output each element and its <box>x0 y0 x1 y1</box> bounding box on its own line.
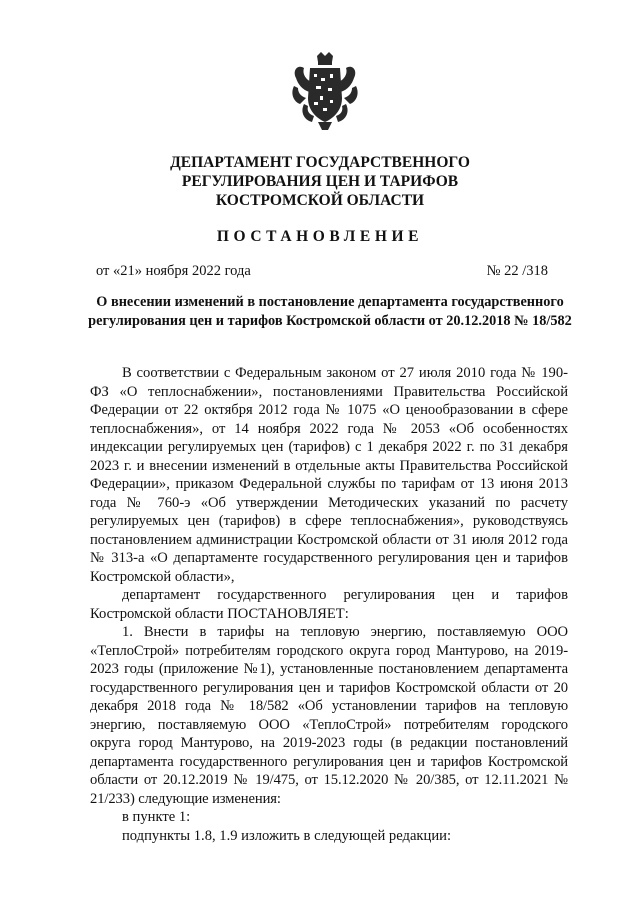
subject-line1: О внесении изменений в постановление департамента государственного <box>96 294 564 310</box>
coat-of-arms-emblem <box>290 52 360 132</box>
document-type-title: ПОСТАНОВЛЕНИЕ <box>216 228 424 245</box>
body-paragraph-subpoints: подпункты 1.8, 1.9 изложить в следующей редакции: <box>122 827 451 844</box>
document-body <box>90 364 568 845</box>
department-name-line2: РЕГУЛИРОВАНИЯ ЦЕН И ТАРИФОВ <box>181 173 459 190</box>
department-name <box>0 153 640 210</box>
body-paragraph-preamble: В соответствии с Федеральным законом от 27 июля 2010 года № 190-ФЗ «О теплоснабжении», постановлениями Правительства Российской Федерации от 22 октября 2012 года № 1075 «О ценообразовании в сфере теплоснабжения», от 14 ноября 2022 года № 2053 «Об особенностях индексации регулируемых цен (тарифов) с 1 декабря 2022 г. по 31 декабря 2023 г. и внесении изменений в отдельные акты Правительства Российской Федерации», приказом Федеральной службы по тарифам от 13 июня 2013 года № 760-э «Об утверждении Методических указаний по расчету регулируемых цен (тарифов) в сфере теплоснабжения», руководствуясь постановлением администрации Костромской области от 31 июля 2012 года № 313-а «О департаменте государственного регулирования цен и тарифов Костромской области», <box>90 365 568 585</box>
department-name-line1: ДЕПАРТАМЕНТ ГОСУДАРСТВЕННОГО <box>170 154 470 171</box>
subject-line2: регулирования цен и тарифов Костромской области от 20.12.2018 № 18/582 <box>88 313 572 329</box>
body-paragraph-item1: 1. Внести в тарифы на тепловую энергию, поставляемую ООО «ТеплоСтрой» потребителям городского округа город Мантурово, на 2019-2023 годы (приложение №1), установленные постановлением департамента государственного регулирования цен и тарифов Костромской области от 20 декабря 2018 года № 18/582 «Об установлении тарифов на тепловую энергию, поставляемую ООО «ТеплоСтрой» потребителям городского округа город Мантурово, на 2019-2023 годы (в редакции постановлений департамента государственного регулирования цен и тарифов Костромской области от 20.12.2019 № 19/475, от 15.12.2020 № 20/385, от 12.11.2021 № 21/233) следующие изменения: <box>90 624 568 807</box>
body-paragraph-resolves: департамент государственного регулирования цен и тарифов Костромской области ПОСТАНОВЛЯЕТ: <box>90 587 568 622</box>
document-number: № 22 /318 <box>486 263 548 279</box>
document-subject <box>60 293 600 331</box>
date-number-line <box>96 263 548 280</box>
department-name-line3: КОСТРОМСКОЙ ОБЛАСТИ <box>215 192 425 209</box>
body-paragraph-point1: в пункте 1: <box>122 809 191 825</box>
document-date: от «21» ноября 2022 года <box>96 263 251 279</box>
